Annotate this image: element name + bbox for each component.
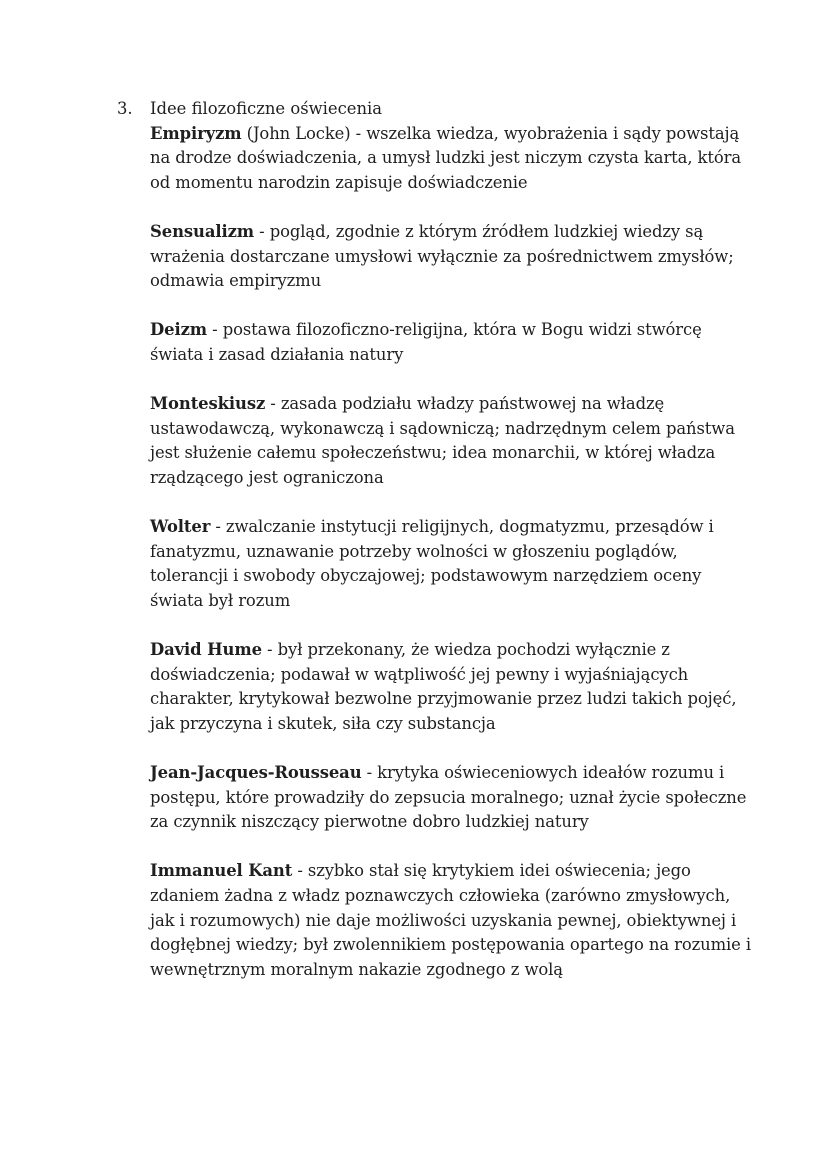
section-title: Idee filozoficzne oświecenia xyxy=(150,99,383,118)
idea-term: Sensualizm xyxy=(150,221,255,241)
idea-description: - był przekonany, że wiedza pochodzi wyłącznie z doświadczenia; podawał w wątpliwość jej pewny i wyjaśniających charakter, krytykował bezwolne przyjmowanie przez ludzi takich pojęć, jak przyczyna i skutek, siła czy substancja xyxy=(150,640,737,733)
section-number: 3. xyxy=(117,99,133,118)
idea-description: (John Locke) - wszelka wiedza, wyobrażenia i sądy powstają na drodze doświadczenia, a umysł ludzki jest niczym czysta karta, która od momentu narodzin zapisuje doświadczenie xyxy=(150,123,742,192)
idea-term: Deizm xyxy=(150,320,208,340)
idea-empiryzm xyxy=(150,122,757,196)
idea-description: - postawa filozoficzno-religijna, która w Bogu widzi stwórcę świata i zasad działania natury xyxy=(150,320,702,364)
idea-term: Monteskiusz xyxy=(150,394,266,414)
idea-rousseau xyxy=(150,761,757,835)
idea-kant xyxy=(150,859,757,982)
idea-term: Wolter xyxy=(150,517,211,537)
idea-term: Empiryzm xyxy=(150,123,242,143)
idea-description: - pogląd, zgodnie z którym źródłem ludzkiej wiedzy są wrażenia dostarczane umysłowi wyłącznie za pośrednictwem zmysłów; odmawia empiryzmu xyxy=(150,221,734,291)
idea-wolter xyxy=(150,515,757,613)
ideas-list xyxy=(150,122,757,983)
section-heading xyxy=(117,97,757,122)
idea-description: - zasada podziału władzy państwowej na władzę ustawodawczą, wykonawczą i sądowniczą; nadrzędnym celem państwa jest służenie całemu społeczeństwu; idea monarchii, w której władza rządzącego jest ograniczona xyxy=(150,394,735,487)
idea-description: - krytyka oświeceniowych ideałów rozumu i postępu, które prowadziły do zepsucia moralnego; uznał życie społeczne za czynnik niszczący pierwotne dobro ludzkiej natury xyxy=(150,763,747,832)
idea-term: David Hume xyxy=(150,640,262,660)
idea-description: - zwalczanie instytucji religijnych, dogmatyzmu, przesądów i fanatyzmu, uznawanie potrzeby wolności w głoszeniu poglądów, tolerancji i swobody obyczajowej; podstawowym narzędziem oceny świata był rozum xyxy=(150,517,714,610)
enlightenment-section xyxy=(117,97,757,982)
idea-david-hume xyxy=(150,638,757,736)
idea-sensualizm xyxy=(150,220,757,294)
idea-term: Jean-Jacques-Rousseau xyxy=(150,763,362,783)
idea-description: - szybko stał się krytykiem idei oświecenia; jego zdaniem żadna z władz poznawczych człowieka (zarówno zmysłowych, jak i rozumowych) nie daje możliwości uzyskania pewnej, obiektywnej i dogłębnej wiedzy; był zwolennikiem postępowania opartego na rozumie i wewnętrznym moralnym nakazie zgodnego z wolą xyxy=(150,861,752,979)
idea-monteskiusz xyxy=(150,392,757,490)
idea-term: Immanuel Kant xyxy=(150,861,293,881)
idea-deizm xyxy=(150,318,757,367)
